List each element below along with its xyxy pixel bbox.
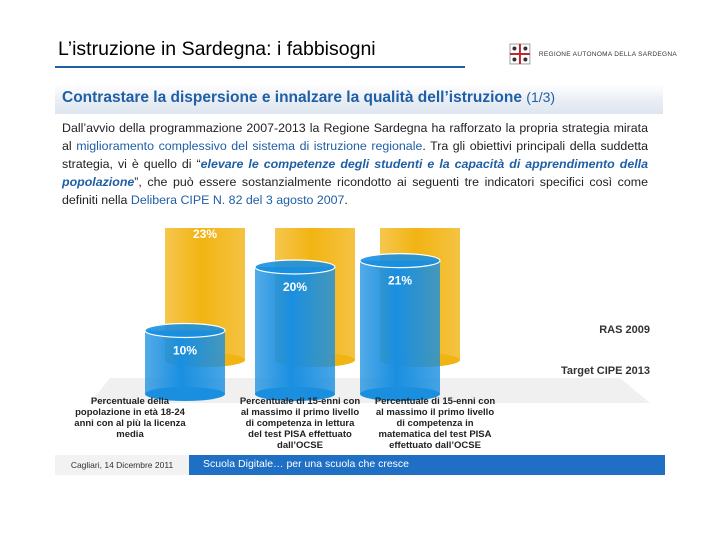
legend-label-ras-2009: RAS 2009 xyxy=(599,324,650,336)
bar-target-cipe-2013-3 xyxy=(360,254,440,401)
bar-top xyxy=(255,260,335,274)
title-underline xyxy=(55,66,465,68)
indicators-bar-chart xyxy=(60,228,660,460)
bar-value-label: 23% xyxy=(192,228,218,241)
footer-date: Cagliari, 14 Dicembre 2011 xyxy=(55,455,189,475)
intro-paragraph xyxy=(62,119,648,209)
subtitle-text: Contrastare la dispersione e innalzare la qualità dell’istruzione xyxy=(62,89,522,106)
paragraph-emphasis: elevare le competenze degli studenti e la capacità di apprendimento della popolazione xyxy=(62,157,648,189)
delibera-cipe-link[interactable]: Delibera CIPE N. 82 del 3 agosto 2007 xyxy=(130,193,345,207)
bar-target-cipe-2013-1 xyxy=(145,324,225,402)
paragraph-text-2: . Tra gli obiettivi principali della suddetta strategia, vi è quello di “ xyxy=(62,139,648,171)
category-label-1: Percentuale della popolazione in età 18-24 anni con al più la licenza media xyxy=(74,396,186,440)
section-subtitle xyxy=(62,89,555,107)
bar-top xyxy=(360,254,440,268)
subtitle-part-counter: (1/3) xyxy=(526,89,556,105)
paragraph-highlight: miglioramento complessivo del sistema di istruzione regionale xyxy=(76,139,423,153)
category-label-2: Percentuale di 15-enni con al massimo il primo livello di competenza in lettura del test PISA effettuato dall’OCSE xyxy=(239,396,361,451)
legend-label-target-cipe-2013: Target CIPE 2013 xyxy=(560,365,650,377)
bar-target-cipe-2013-2 xyxy=(255,260,335,401)
bar-value-label: 20% xyxy=(282,280,308,294)
footer-bar xyxy=(55,455,665,475)
category-label-3: Percentuale di 15-enni con al massimo il primo livello di competenza in matematica del test PISA effettuato dall’OCSE xyxy=(374,396,496,451)
paragraph-text-3: ”, che può essere sostanzialmente ricondotto ai seguenti tre indicatori specifici così come definiti nella xyxy=(62,175,648,207)
paragraph-text-1: Dall’avvio della programmazione 2007-2013 la Regione Sardegna ha rafforzato la propria strategia mirata al xyxy=(62,121,648,153)
regione-sardegna-logo xyxy=(507,40,677,68)
bar-body xyxy=(145,331,225,395)
bar-top xyxy=(145,324,225,338)
paragraph-text-4: . xyxy=(344,193,348,207)
coat-of-arms-icon xyxy=(507,41,533,67)
slide-title: L’istruzione in Sardegna: i fabbisogni xyxy=(58,38,376,60)
footer-tagline: Scuola Digitale… per una scuola che cresce xyxy=(203,458,410,470)
bar-value-label: 21% xyxy=(387,273,413,288)
logo-text: REGIONE AUTONOMA DELLA SARDEGNA xyxy=(538,50,677,58)
bar-value-label: 10% xyxy=(172,343,198,358)
